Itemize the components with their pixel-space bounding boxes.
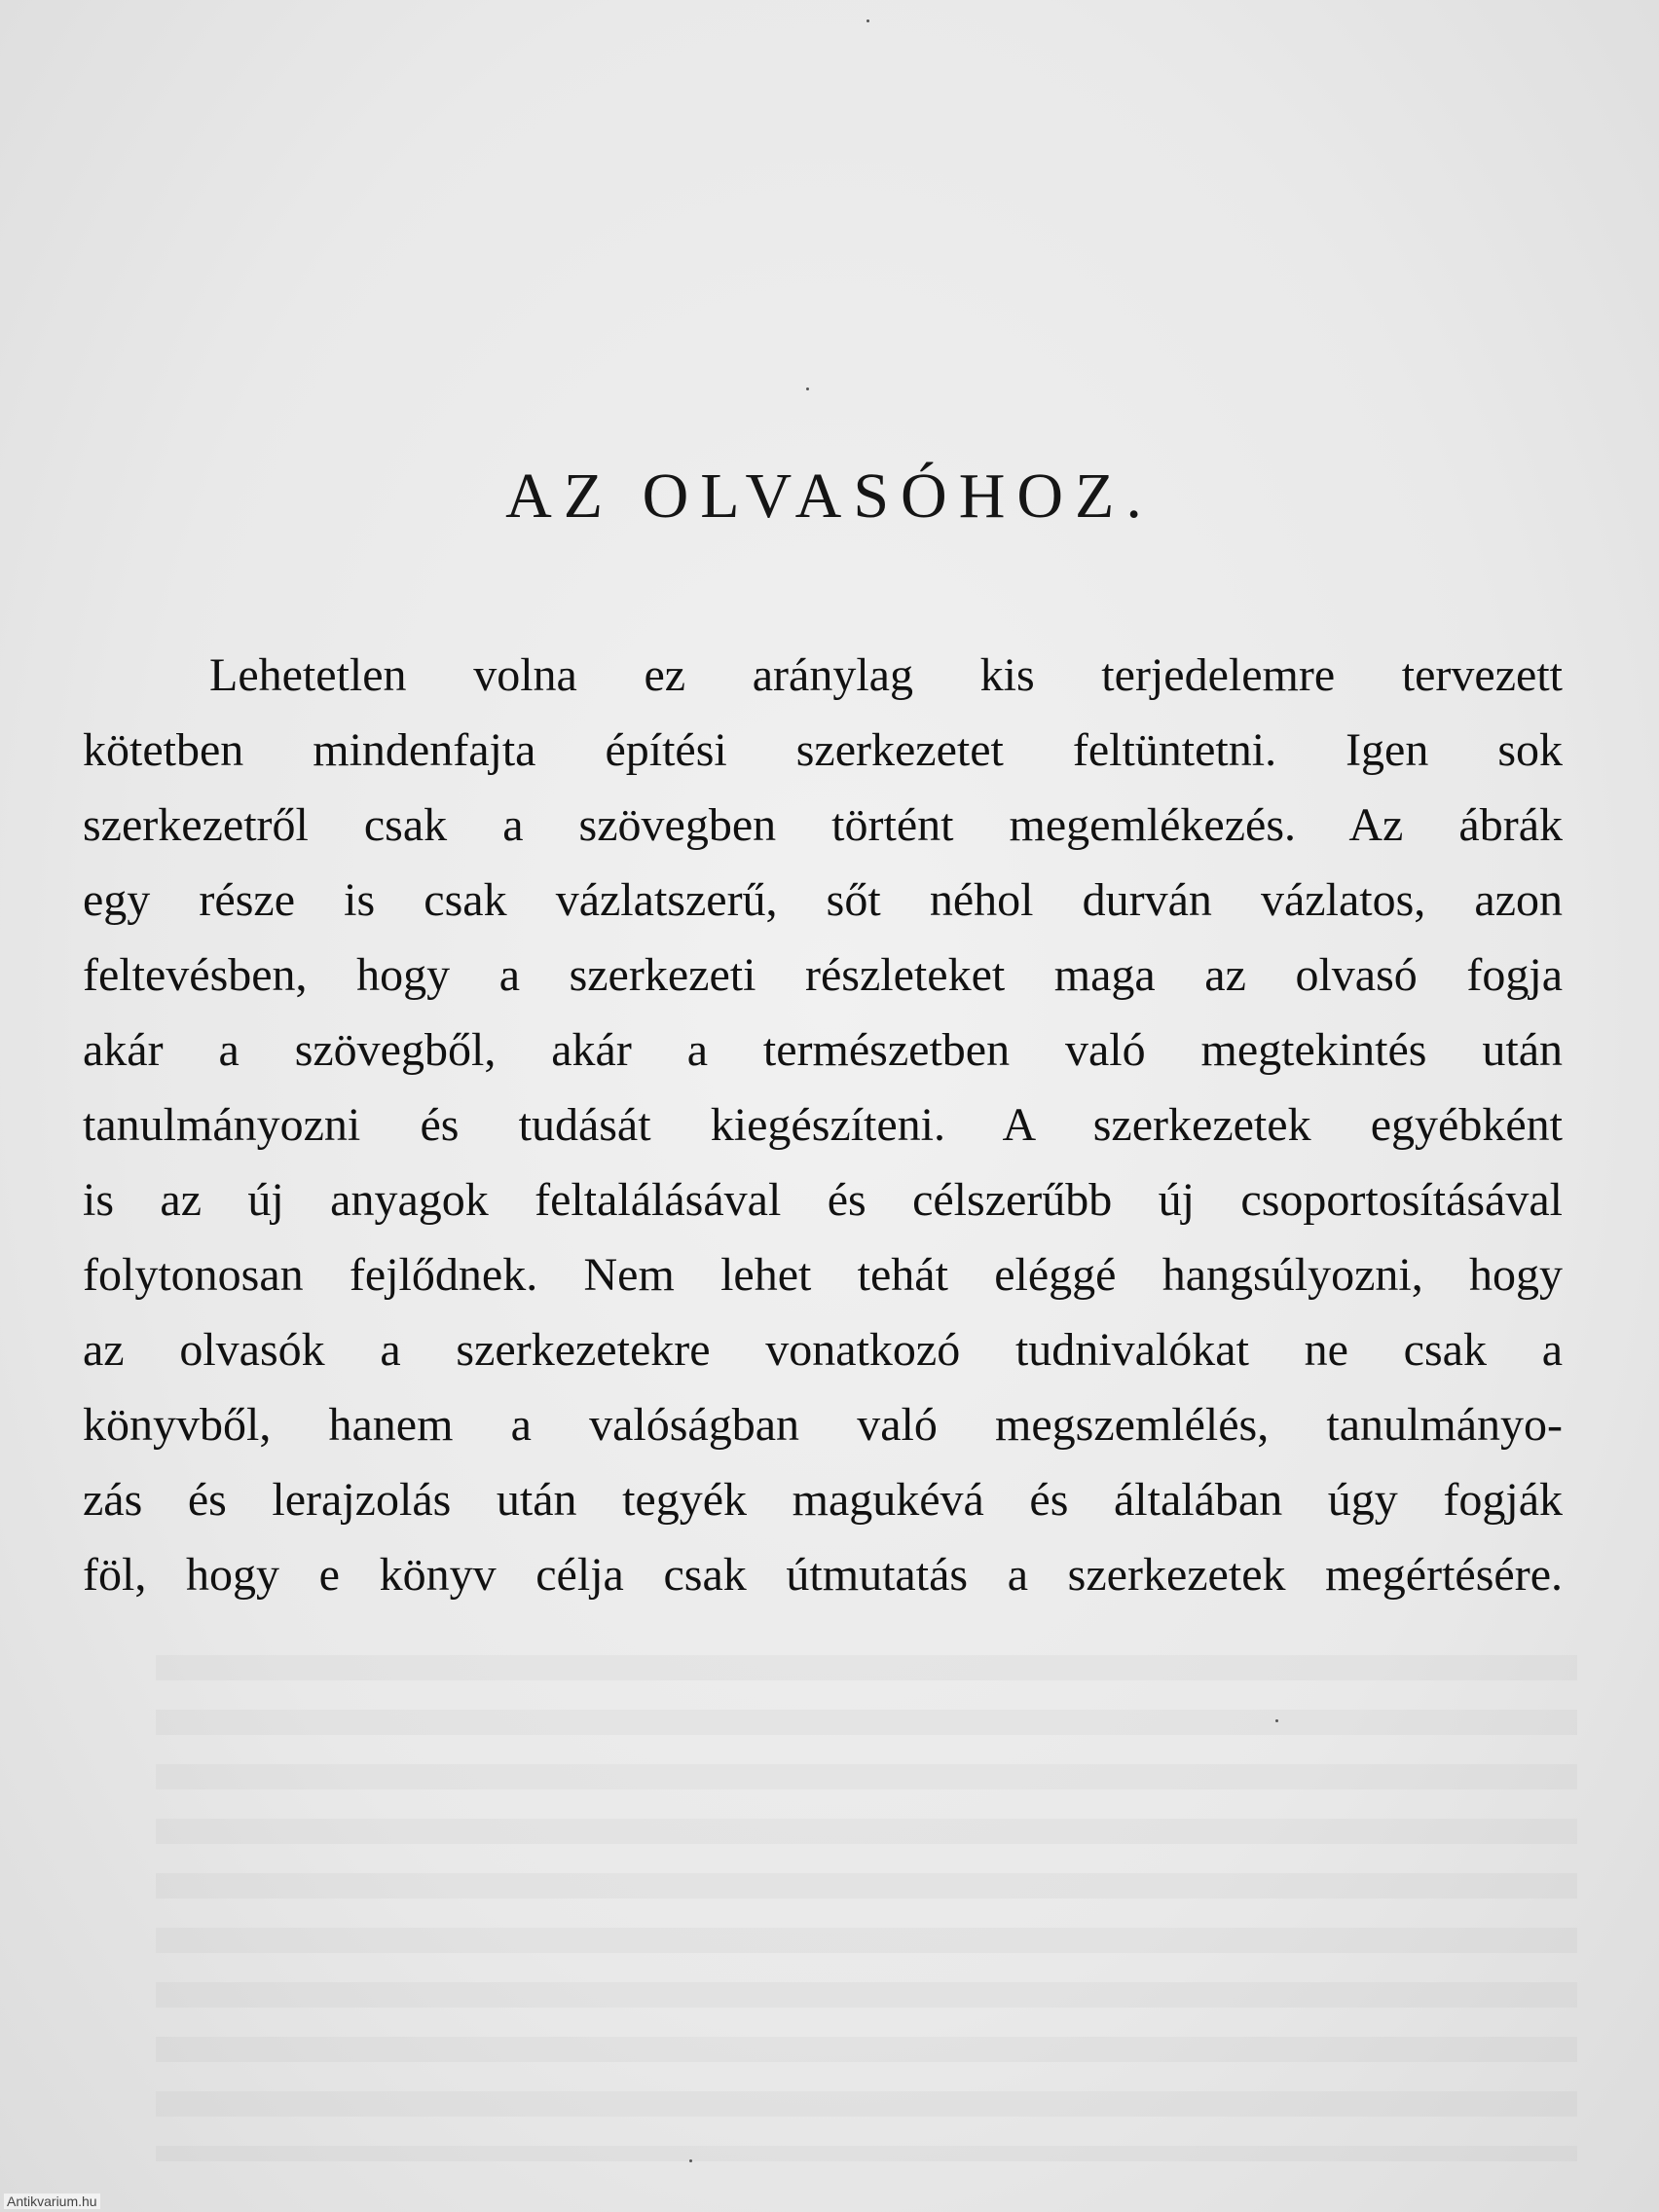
text-line: tanulmányozni és tudását kiegészíteni. A szerkezetek egyébként [83, 1099, 1563, 1151]
show-through-texture [156, 1655, 1577, 2161]
page-heading: AZ OLVASÓHOZ. [505, 461, 1154, 532]
text-line: egy része is csak vázlatszerű, sőt néhol durván vázlatos, azon [83, 874, 1563, 926]
paper-speck [806, 387, 809, 390]
text-line: is az új anyagok feltalálásával és célszerűbb új csoportosításával [83, 1174, 1563, 1226]
text-line: az olvasók a szerkezetekre vonatkozó tudnivalókat ne csak a [83, 1324, 1563, 1376]
watermark-label: Antikvarium.hu [4, 2194, 100, 2209]
body-paragraph [83, 638, 1563, 1612]
text-line: Lehetetlen volna ez aránylag kis terjedelemre tervezett [209, 649, 1563, 701]
text-line: kötetben mindenfajta építési szerkezetet feltüntetni. Igen sok [83, 724, 1563, 776]
paper-speck [1275, 1719, 1278, 1722]
text-line: könyvből, hanem a valóságban való megszemlélés, tanulmányo- [83, 1399, 1563, 1451]
text-line: szerkezetről csak a szövegben történt megemlékezés. Az ábrák [83, 799, 1563, 851]
text-line: folytonosan fejlődnek. Nem lehet tehát eléggé hangsúlyozni, hogy [83, 1249, 1563, 1301]
paper-speck [866, 19, 869, 22]
text-line: feltevésben, hogy a szerkezeti részleteket maga az olvasó fogja [83, 949, 1563, 1001]
paper-speck [689, 2159, 692, 2162]
text-line: zás és lerajzolás után tegyék magukévá és általában úgy fogják [83, 1474, 1563, 1526]
text-line: föl, hogy e könyv célja csak útmutatás a szerkezetek megértésére. [83, 1549, 1563, 1601]
text-line: akár a szövegből, akár a természetben való megtekintés után [83, 1024, 1563, 1076]
